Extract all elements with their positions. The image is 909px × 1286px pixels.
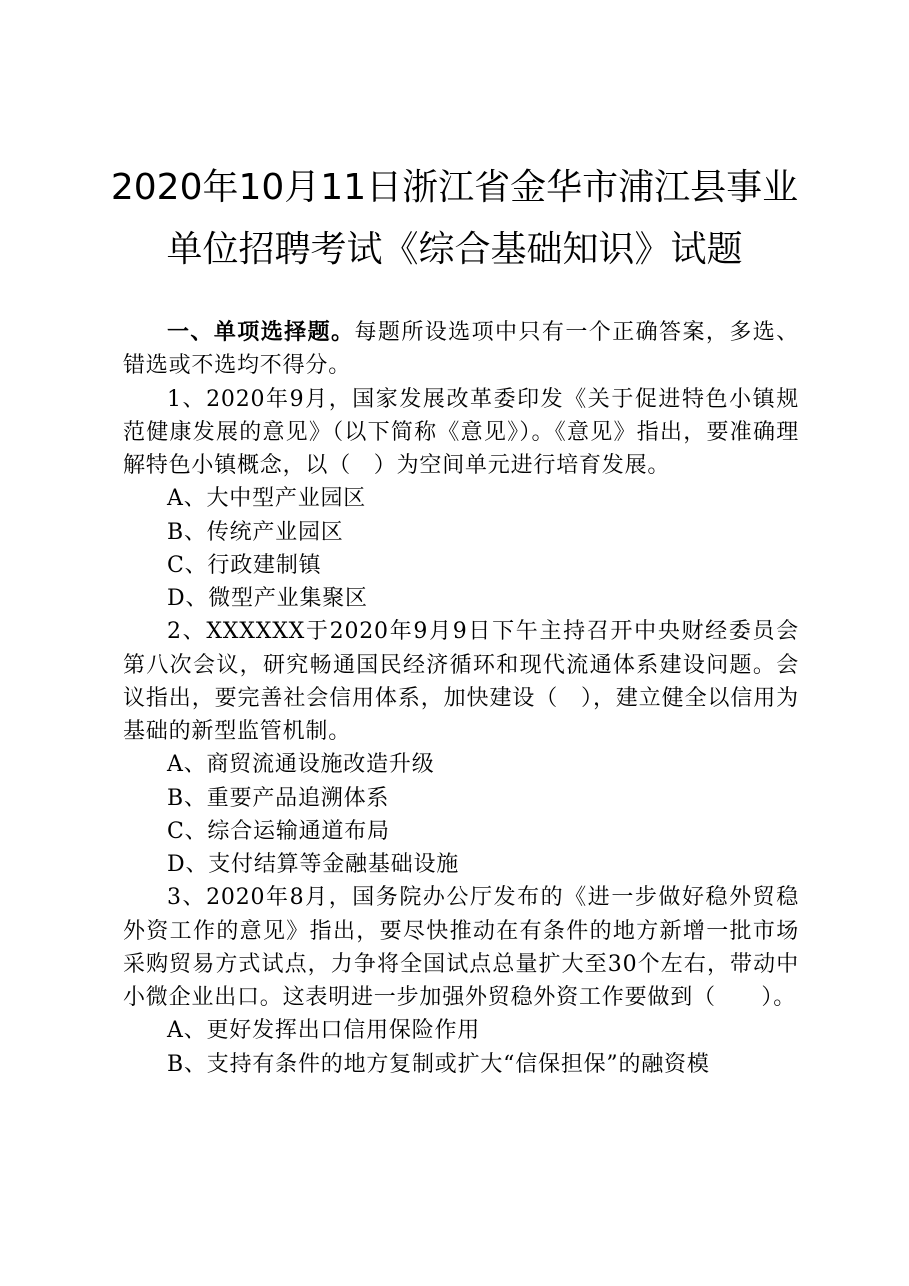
question-2-option-b: B、重要产品追溯体系 [167, 785, 390, 811]
question-1-stem: 1、2020年9月，国家发展改革委印发《关于促进特色小镇规范健康发展的意见》（以下简称《意见》）。《意见》指出，要准确理解特色小镇概念，以（ ）为空间单元进行培育发展。 [123, 386, 799, 478]
question-3-option-a: A、更好发挥出口信用保险作用 [167, 1018, 481, 1044]
section-label: 一、单项选择题。 [167, 320, 355, 345]
document-title-line-2: 单位招聘考试《综合基础知识》试题 [166, 229, 743, 270]
section-instruction: 每题所设选项中只有一个正确答案，多选、错选或不选均不得分。 [123, 320, 800, 379]
question-2-option-c: C、综合运输通道布局 [167, 818, 390, 844]
question-1-option-c: C、行政建制镇 [167, 552, 322, 578]
question-1-option-d: D、微型产业集聚区 [167, 586, 368, 611]
question-2-stem: 2、XXXXXX于2020年9月9日下午主持召开中央财经委员会第八次会议，研究畅通国民经济循环和现代流通体系建设问题。会议指出，要完善社会信用体系，加快建设（ ），建立健全以信用为基础的新型监管机制。 [123, 619, 799, 744]
question-1-option-a: A、大中型产业园区 [167, 486, 367, 512]
section-intro [123, 316, 799, 383]
question-3-stem: 3、2020年8月，国务院办公厅发布的《进一步做好稳外贸稳外资工作的意见》指出，要尽快推动在有条件的地方新增一批市场采购贸易方式试点，力争将全国试点总量扩大至30个左右，带动中小微企业出口。这表明进一步加强外贸稳外资工作要做到（ ）。 [123, 885, 799, 1010]
question-3-option-b: B、支持有条件的地方复制或扩大“信保担保”的融资模 [167, 1051, 710, 1077]
document-body [123, 316, 799, 1081]
document-title-line-1: 2020年10月11日浙江省金华市浦江县事业 [110, 167, 799, 208]
question-2-option-a: A、商贸流通设施改造升级 [167, 752, 435, 778]
question-2-option-d: D、支付结算等金融基础设施 [167, 852, 460, 877]
question-1-option-b: B、传统产业园区 [167, 519, 344, 545]
